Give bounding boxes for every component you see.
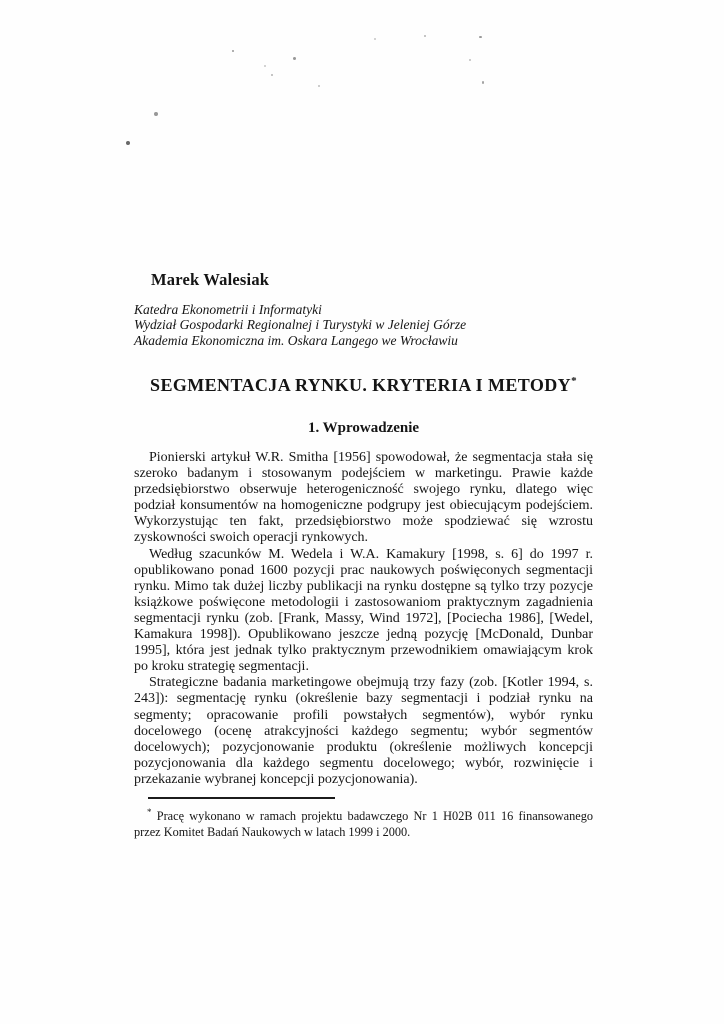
footnote-separator bbox=[148, 797, 335, 799]
body-paragraph: Według szacunków M. Wedela i W.A. Kamakury [1998, s. 6] do 1997 r. opublikowano ponad 1600 pozycji prac naukowych poświęconych segmentacji rynku. Mimo tak dużej liczby publikacji na rynku dostępne są tylko trzy pozycje książkowe poświęcone metodologii i zastosowaniom praktycznym zagadnienia segmentacji rynku (zob. [Frank, Massy, Wind 1972], [Pociecha 1986], [Wedel, Kamakura 1998]). Opublikowano jeszcze jedną pozycję [McDonald, Dunbar 1995], która jest jednak tylko praktycznym przewodnikiem omawiającym krok po kroku strategię segmentacji. bbox=[134, 546, 593, 675]
affiliation-line: Akademia Ekonomiczna im. Oskara Langego we Wrocławiu bbox=[134, 332, 458, 348]
scan-speck bbox=[482, 81, 484, 84]
affiliation-line: Wydział Gospodarki Regionalnej i Turystyki w Jeleniej Górze bbox=[134, 317, 467, 333]
scan-speck bbox=[318, 85, 320, 87]
scan-speck bbox=[264, 65, 266, 67]
paper-title-text: SEGMENTACJA RYNKU. KRYTERIA I METODY bbox=[150, 375, 572, 395]
author-name: Marek Walesiak bbox=[151, 270, 270, 289]
footnote-text: Pracę wykonano w ramach projektu badawczego Nr 1 H02B 011 16 finansowanego przez Komitet Badań Naukowych w latach 1999 i 2000. bbox=[134, 809, 594, 839]
section-heading: 1. Wprowadzenie bbox=[307, 420, 420, 436]
affiliation-line: Katedra Ekonometrii i Informatyki bbox=[134, 302, 322, 317]
scan-speck bbox=[126, 141, 130, 145]
body-paragraph: Strategiczne badania marketingowe obejmują trzy fazy (zob. [Kotler 1994, s. 243]): segmentację rynku (określenie bazy segmentacji i podział rynku na segmenty; opracowanie profili powstałych segmentów), wybór rynku docelowego (ocenę atrakcyjności każdego segmentu; wybór segmentów docelowych); pozycjonowanie produktu (określenie możliwych koncepcji pozycjonowania dla każdego segmentu docelowego; wybór, rozwinięcie i przekazanie wybranej koncepcji pozycjonowania). bbox=[134, 675, 593, 787]
scan-speck bbox=[374, 38, 376, 40]
scan-speck bbox=[293, 57, 296, 60]
scan-speck bbox=[154, 112, 158, 116]
footnote-marker: * bbox=[147, 807, 152, 817]
article-body bbox=[134, 450, 593, 788]
scan-speck bbox=[469, 59, 471, 61]
title-footnote-marker: * bbox=[571, 375, 577, 387]
author-affiliation bbox=[134, 302, 593, 348]
scan-speck bbox=[424, 35, 426, 37]
footnote bbox=[134, 805, 593, 841]
scan-speck bbox=[271, 74, 273, 76]
scan-speck bbox=[479, 36, 482, 38]
paper-title bbox=[134, 375, 593, 396]
body-paragraph: Pionierski artykuł W.R. Smitha [1956] spowodował, że segmentacja stała się szeroko badanym i stosowanym podejściem w marketingu. Prawie każde przedsiębiorstwo obserwuje heterogeniczność swojego rynku, dlatego więc podział konsumentów na homogeniczne podgrupy jest obiecującym podejściem. Wykorzystując ten fakt, przedsiębiorstwo może spodziewać się wzrostu zyskowności swoich operacji rynkowych. bbox=[134, 450, 593, 546]
scan-speck bbox=[232, 50, 234, 52]
